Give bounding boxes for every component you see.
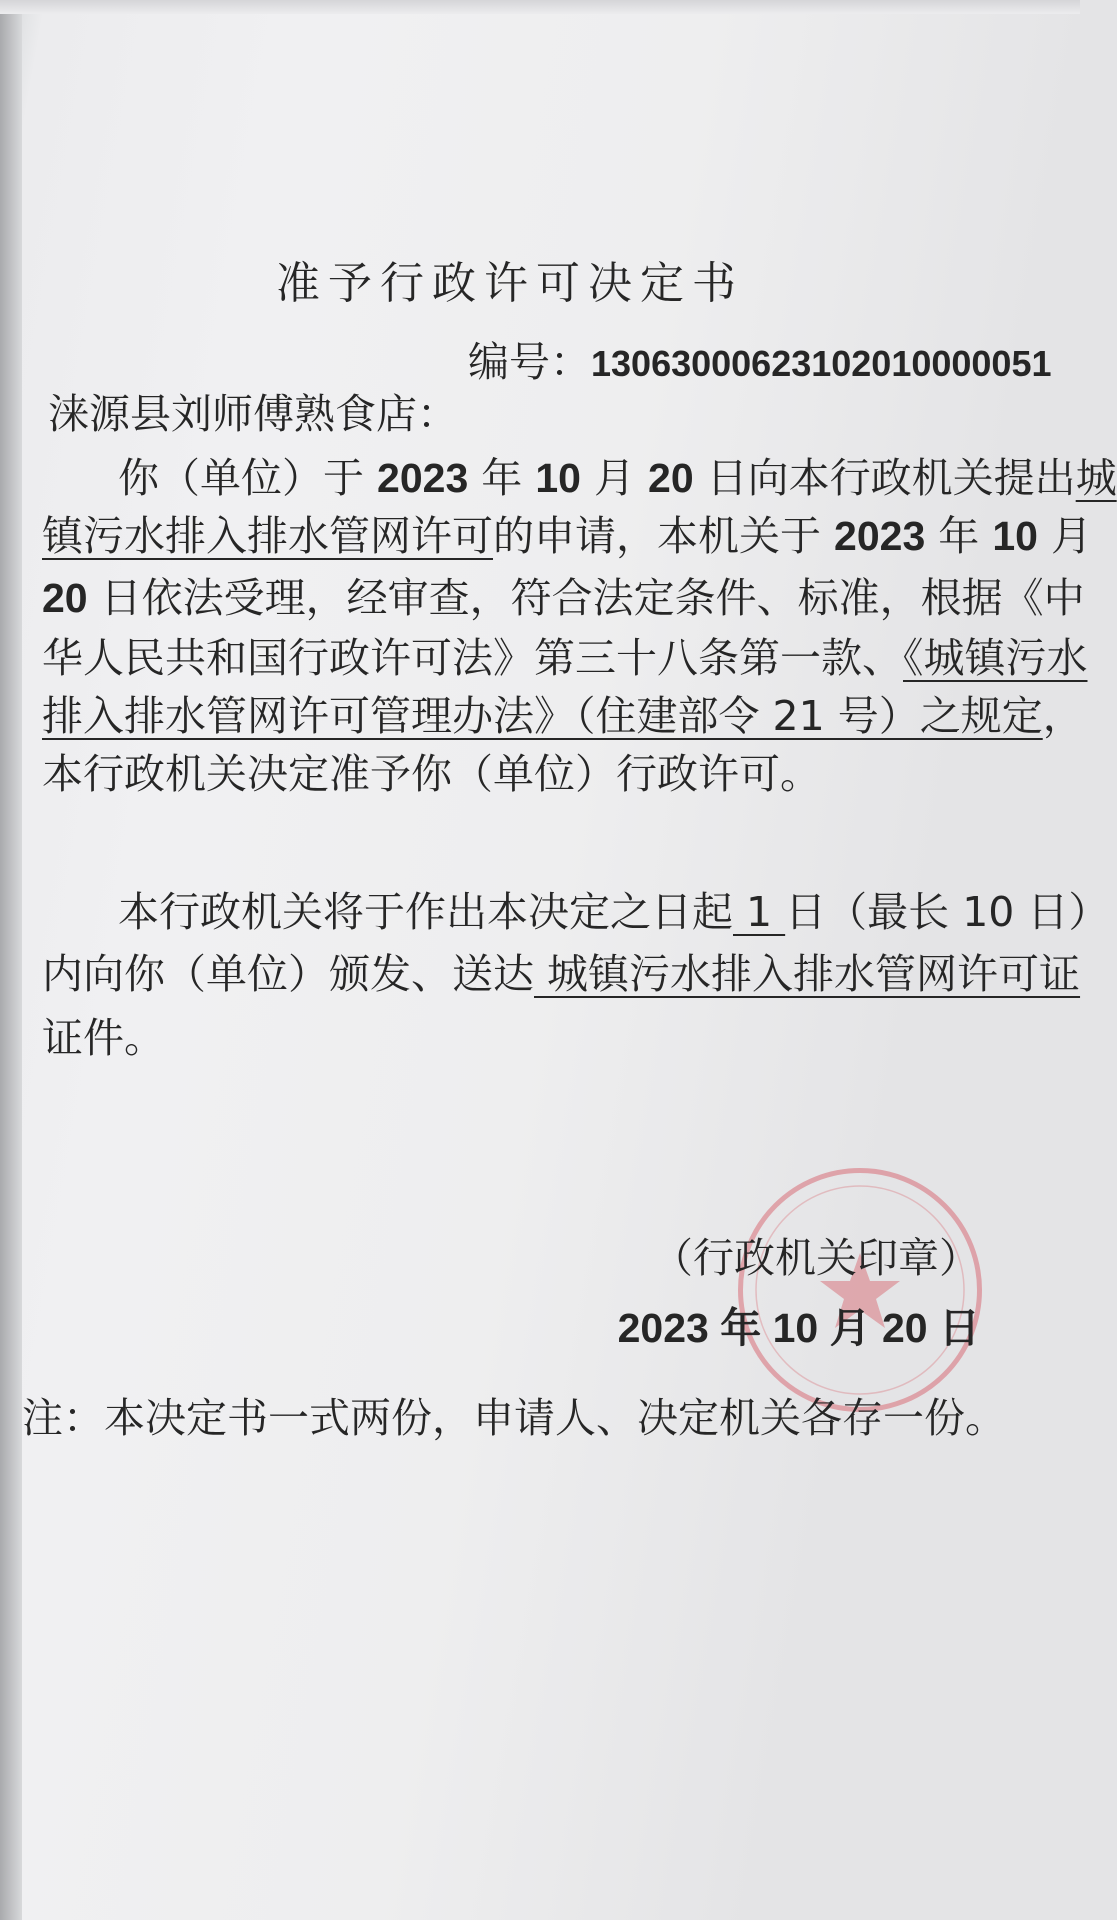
footnote: 注：本决定书一式两份，申请人、决定机关各存一份。: [22, 1394, 1006, 1442]
text-segment: 本行政机关将于作出本决定之日起: [118, 888, 733, 936]
official-seal: [738, 1168, 982, 1412]
body-line: [42, 948, 1081, 1000]
body-line: [42, 510, 1092, 562]
text-segment: 日依法受理，经审查，符合法定条件、标准，根据《中: [87, 574, 1085, 622]
text-segment: 华人民共和国行政许可法》第三十八条第一款、: [42, 634, 903, 682]
underlined-text: 排入排水管网许可管理办法》（住建部令 21 号）之规定: [42, 692, 1043, 740]
text-segment: 日向本行政机关提出: [693, 454, 1076, 502]
underlined-text: 镇污水排入排水管网许可: [42, 512, 493, 560]
body-line: [42, 690, 1084, 742]
text-segment: 日（最长 10 日）: [785, 888, 1110, 936]
body-line: [42, 632, 1088, 684]
text-segment: 20: [42, 575, 88, 621]
sign-date: 2023 年 10 月 20 日: [617, 1305, 980, 1351]
body-line: [118, 452, 1117, 504]
text-segment: 你（单位）于: [118, 454, 378, 502]
text-segment: 10: [535, 455, 581, 501]
text-segment: 本行政机关决定准予你（单位）行政许可。: [42, 750, 821, 798]
underlined-text: 城: [1075, 454, 1117, 502]
text-segment: 的申请，本机关于: [493, 512, 835, 560]
document-number: [468, 336, 1052, 390]
underlined-text: 城镇污水排入排水管网许可证: [534, 950, 1081, 998]
text-segment: 月: [580, 454, 649, 502]
text-segment: 证件。: [42, 1014, 165, 1062]
number-value: 13063000623102010000051: [591, 343, 1052, 384]
text-segment: 10: [992, 513, 1038, 559]
number-label: 编号：: [468, 338, 591, 386]
text-segment: 20: [648, 455, 694, 501]
body-line: [42, 572, 1085, 624]
text-segment: 2023: [377, 455, 469, 501]
text-segment: 内向你（单位）颁发、送达: [42, 950, 534, 998]
recipient: 涞源县刘师傅熟食店：: [48, 390, 458, 438]
document-title: 准予行政许可决定书: [276, 258, 744, 309]
text-segment: 年: [468, 454, 536, 502]
text-segment: 月: [1037, 512, 1092, 560]
text-segment: ，: [1042, 692, 1084, 740]
underlined-text: 1: [733, 888, 786, 936]
seal-label: （行政机关印章）: [652, 1234, 980, 1282]
body-line: [42, 1012, 165, 1064]
text-segment: 年: [925, 512, 993, 560]
body-line: [42, 748, 821, 800]
seal-star-icon: [743, 1173, 977, 1407]
body-line: [118, 886, 1110, 938]
top-paper-strip: [0, 0, 1080, 14]
underlined-text: 《城镇污水: [903, 634, 1088, 682]
text-segment: 2023: [834, 513, 926, 559]
